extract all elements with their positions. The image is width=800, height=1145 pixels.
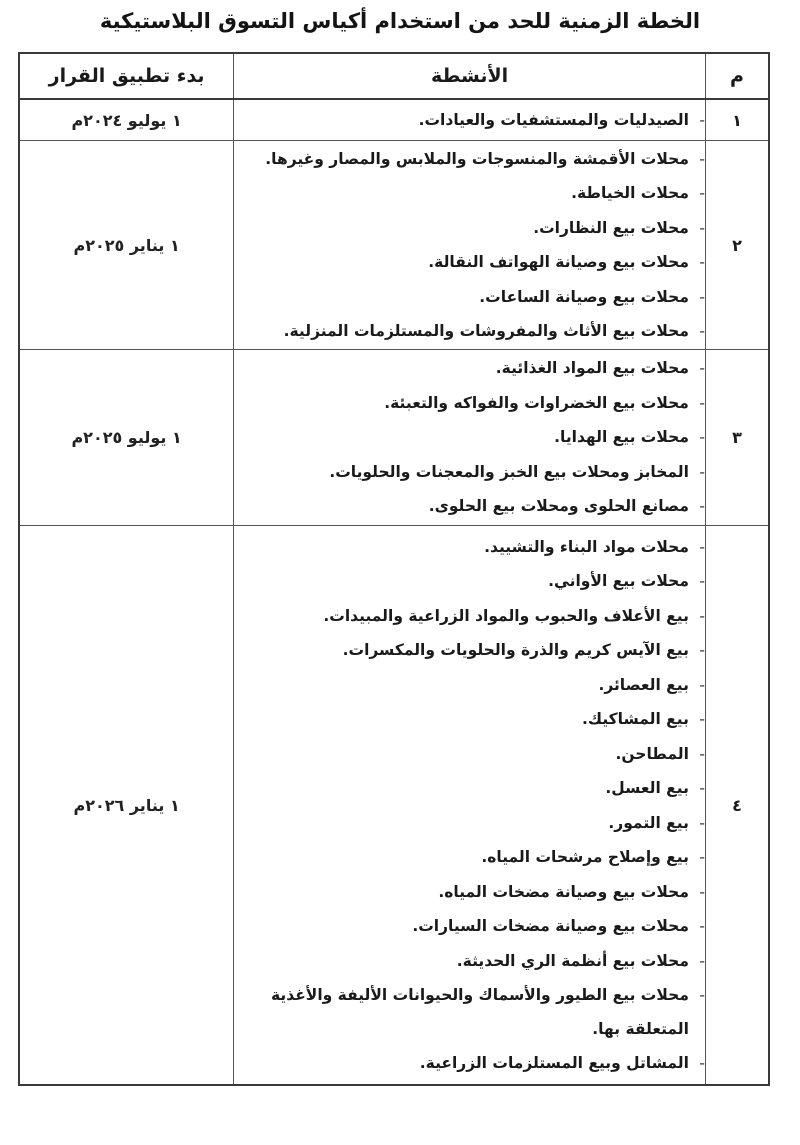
activity-item: - محلات بيع وصيانة الساعات.	[234, 280, 705, 315]
activity-item: - محلات بيع الأواني.	[234, 564, 705, 599]
table-row	[19, 141, 769, 350]
document-title: الخطة الزمنية للحد من استخدام أكياس التسوق البلاستيكية	[99, 9, 701, 33]
row-activities	[234, 99, 706, 141]
activity-item: - المشاتل وبيع المستلزمات الزراعية.	[234, 1046, 705, 1081]
row-number: ٣	[705, 350, 769, 526]
activity-item: - محلات بيع وصيانة الهواتف النقالة.	[234, 245, 705, 280]
activity-item: - بيع التمور.	[234, 806, 705, 841]
row-start-date: ١ يناير ٢٠٢٥م	[19, 141, 234, 350]
header-start-date: بدء تطبيق القرار	[19, 53, 234, 99]
activity-item: - الصيدليات والمستشفيات والعيادات.	[234, 103, 705, 138]
activity-item: - بيع وإصلاح مرشحات المياه.	[234, 840, 705, 875]
row-activities	[234, 526, 706, 1086]
row-number: ٢	[705, 141, 769, 350]
activity-item: - بيع المشاكيك.	[234, 702, 705, 737]
row-start-date: ١ يوليو ٢٠٢٥م	[19, 350, 234, 526]
activity-item: - محلات بيع أنظمة الري الحديثة.	[234, 944, 705, 979]
row-number: ١	[705, 99, 769, 141]
activity-item: - محلات بيع الهدايا.	[234, 420, 705, 455]
header-number: م	[705, 53, 769, 99]
activity-item: - بيع العصائر.	[234, 668, 705, 703]
row-start-date: ١ يوليو ٢٠٢٤م	[19, 99, 234, 141]
activity-item: - محلات بيع وصيانة مضخات السيارات.	[234, 909, 705, 944]
row-number: ٤	[705, 526, 769, 1086]
activity-item: - المخابز ومحلات بيع الخبز والمعجنات والحلويات.	[234, 455, 705, 490]
timeline-table	[18, 52, 770, 1086]
activity-item: - بيع الآيس كريم والذرة والحلويات والمكسرات.	[234, 633, 705, 668]
table-row	[19, 526, 769, 1086]
activity-item: - محلات الخياطة.	[234, 176, 705, 211]
activity-item: - محلات بيع وصيانة مضخات المياه.	[234, 875, 705, 910]
activity-item: - محلات بيع الخضراوات والفواكه والتعبئة.	[234, 386, 705, 421]
activity-item: - بيع العسل.	[234, 771, 705, 806]
activity-item: - محلات مواد البناء والتشييد.	[234, 530, 705, 565]
activity-item: - محلات بيع الطيور والأسماك والحيوانات الأليفة والأغذية المتعلقة بها.	[234, 978, 705, 1046]
row-activities	[234, 141, 706, 350]
activity-item: - محلات الأقمشة والمنسوجات والملابس والمصار وغيرها.	[234, 142, 705, 177]
row-activities	[234, 350, 706, 526]
activity-item: - محلات بيع الأثاث والمفروشات والمستلزمات المنزلية.	[234, 314, 705, 349]
table-row	[19, 99, 769, 141]
row-start-date: ١ يناير ٢٠٢٦م	[19, 526, 234, 1086]
activity-item: - بيع الأعلاف والحبوب والمواد الزراعية والمبيدات.	[234, 599, 705, 634]
table-header-row	[19, 53, 769, 99]
activity-item: - المطاحن.	[234, 737, 705, 772]
header-activities: الأنشطة	[234, 53, 706, 99]
activity-item: - مصانع الحلوى ومحلات بيع الحلوى.	[234, 489, 705, 524]
table-row	[19, 350, 769, 526]
activity-item: - محلات بيع النظارات.	[234, 211, 705, 246]
activity-item: - محلات بيع المواد الغذائية.	[234, 351, 705, 386]
